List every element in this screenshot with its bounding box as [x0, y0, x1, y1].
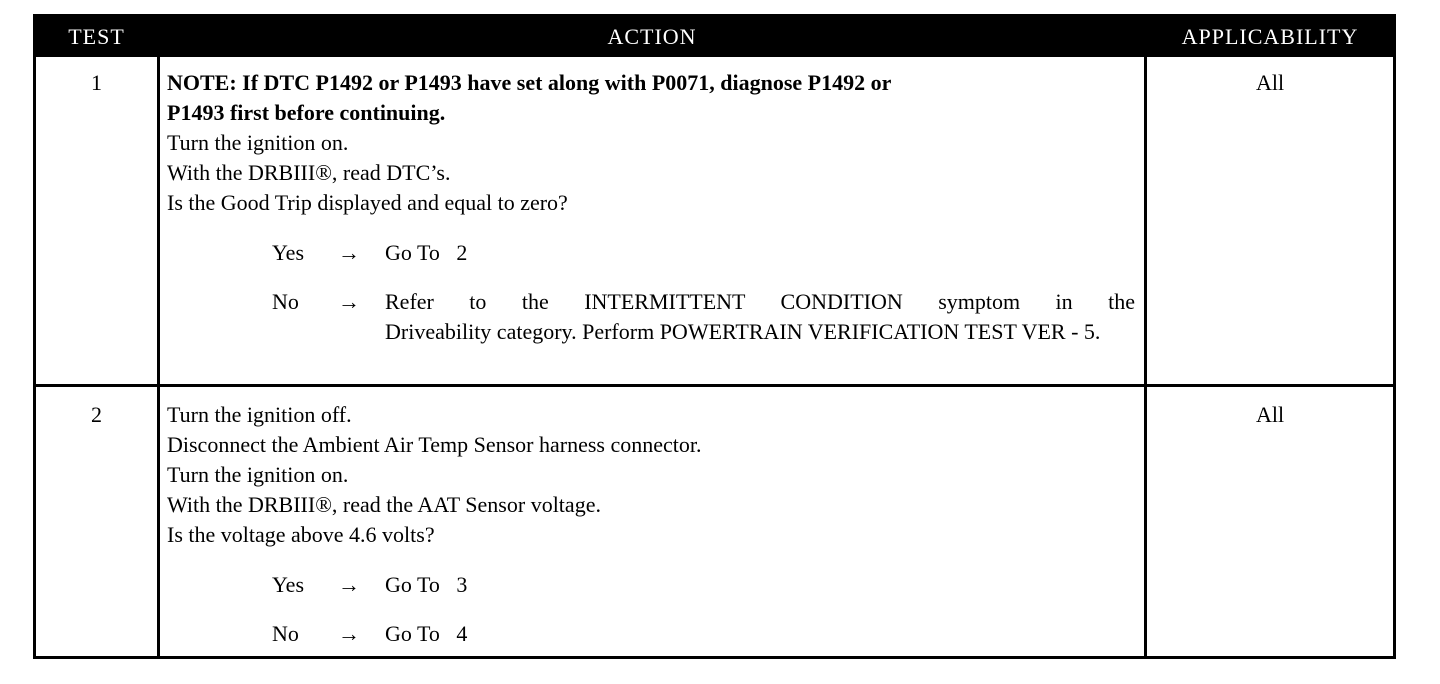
arrow-right-icon: → [338, 289, 360, 314]
test-number-2: 2 [91, 402, 102, 427]
no-result [385, 287, 1135, 347]
note-line: NOTE: If DTC P1492 or P1493 have set along with P0071, diagnose P1492 or [167, 70, 892, 95]
action-text-1 [167, 68, 1137, 218]
column-header-test: TEST [68, 24, 125, 49]
test-number-1: 1 [91, 70, 102, 95]
step-line: Is the Good Trip displayed and equal to zero? [167, 190, 568, 215]
no-result-line: Perform POWERTRAIN VERIFICATION TEST VER - 5. [582, 319, 1101, 344]
table-header [36, 17, 1393, 57]
no-result-line: Refer to the INTERMITTENT CONDITION symptom in the [385, 289, 1135, 314]
applicability-1: All [1255, 70, 1285, 95]
yes-result: Go To 2 [385, 240, 468, 265]
yes-result: Go To 3 [385, 572, 468, 597]
no-label: No [272, 621, 299, 646]
step-line: Disconnect the Ambient Air Temp Sensor harness connector. [167, 432, 702, 457]
arrow-right-icon: → [338, 240, 360, 265]
yes-label: Yes [272, 240, 305, 265]
no-result: Go To 4 [385, 621, 468, 646]
column-header-action: ACTION [607, 24, 697, 49]
arrow-right-icon: → [338, 572, 360, 597]
diagnostic-test-table [33, 14, 1396, 659]
step-line: With the DRBIII®, read DTC’s. [167, 160, 451, 185]
column-header-applicability: APPLICABILITY [1181, 24, 1359, 49]
row-divider [36, 384, 1393, 387]
no-branch-2 [272, 619, 1072, 649]
step-line: Turn the ignition on. [167, 130, 349, 155]
step-line: Turn the ignition on. [167, 462, 349, 487]
arrow-right-icon: → [338, 621, 360, 646]
step-line: Turn the ignition off. [167, 402, 352, 427]
yes-label: Yes [272, 572, 305, 597]
column-divider [157, 17, 160, 656]
step-line: Is the voltage above 4.6 volts? [167, 522, 435, 547]
step-line: With the DRBIII®, read the AAT Sensor voltage. [167, 492, 601, 517]
yes-branch-1 [272, 238, 1072, 268]
yes-branch-2 [272, 570, 1072, 600]
note-line: P1493 first before continuing. [167, 100, 446, 125]
no-result-line: Driveability category. [385, 319, 577, 344]
no-label: No [272, 289, 299, 314]
no-branch-1 [272, 287, 1172, 377]
applicability-2: All [1255, 402, 1285, 427]
action-text-2 [167, 400, 1137, 550]
